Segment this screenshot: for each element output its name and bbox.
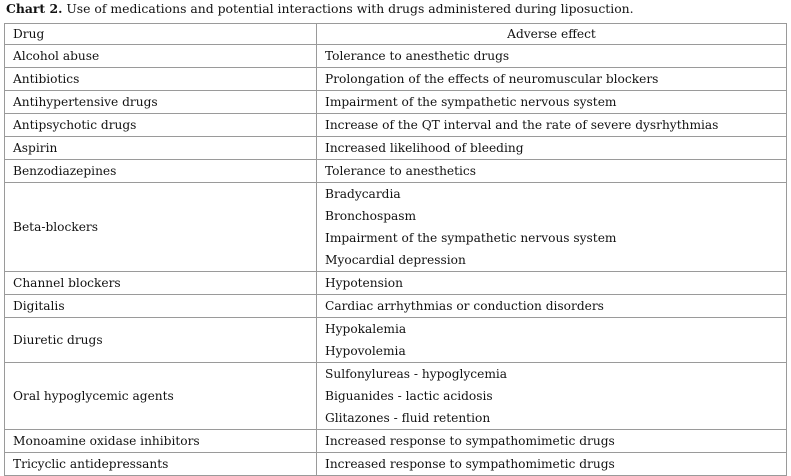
table-row [5, 137, 787, 160]
drug-cell: Diuretic drugs [5, 318, 317, 363]
table-caption [6, 1, 791, 17]
table-row [5, 295, 787, 318]
adverse-effect-cell [317, 183, 787, 272]
drug-cell: Antipsychotic drugs [5, 114, 317, 137]
table-row [5, 183, 787, 272]
header-drug: Drug [5, 24, 317, 45]
adverse-effect-item: Hypokalemia [325, 322, 407, 336]
header-adverse-effect: Adverse effect [317, 24, 787, 45]
table-row [5, 68, 787, 91]
adverse-effect-item: Prolongation of the effects of neuromuscular blockers [325, 72, 659, 86]
table-row [5, 160, 787, 183]
adverse-effect-cell [317, 272, 787, 295]
table-body [5, 45, 787, 476]
header-row [5, 24, 787, 45]
adverse-effect-cell [317, 295, 787, 318]
adverse-effect-item: Myocardial depression [325, 253, 466, 267]
adverse-effect-item: Increased response to sympathomimetic drugs [325, 434, 615, 448]
adverse-effect-item: Impairment of the sympathetic nervous system [325, 95, 617, 109]
drug-cell: Antihypertensive drugs [5, 91, 317, 114]
drug-cell: Aspirin [5, 137, 317, 160]
caption-text: Use of medications and potential interactions with drugs administered during liposuction. [62, 1, 634, 16]
adverse-effect-item: Increased response to sympathomimetic drugs [325, 457, 615, 471]
caption-label: Chart 2. [6, 1, 63, 16]
adverse-effect-item: Bradycardia [325, 187, 401, 201]
adverse-effect-item: Glitazones - fluid retention [325, 411, 491, 425]
table-row [5, 430, 787, 453]
adverse-effect-cell [317, 68, 787, 91]
table-row [5, 363, 787, 430]
adverse-effect-item: Cardiac arrhythmias or conduction disorders [325, 299, 604, 313]
drug-cell: Beta-blockers [5, 183, 317, 272]
table-row [5, 272, 787, 295]
adverse-effect-item: Increased likelihood of bleeding [325, 141, 524, 155]
adverse-effect-cell [317, 430, 787, 453]
drug-cell: Oral hypoglycemic agents [5, 363, 317, 430]
adverse-effect-item: Bronchospasm [325, 209, 417, 223]
table-row [5, 114, 787, 137]
adverse-effect-item: Biguanides - lactic acidosis [325, 389, 493, 403]
adverse-effect-item: Sulfonylureas - hypoglycemia [325, 367, 508, 381]
adverse-effect-cell [317, 45, 787, 68]
drug-cell: Tricyclic antidepressants [5, 453, 317, 476]
table-row [5, 45, 787, 68]
drug-cell: Alcohol abuse [5, 45, 317, 68]
adverse-effect-cell [317, 160, 787, 183]
adverse-effect-cell [317, 91, 787, 114]
drug-cell: Monoamine oxidase inhibitors [5, 430, 317, 453]
table-row [5, 91, 787, 114]
adverse-effect-item: Hypovolemia [325, 344, 406, 358]
adverse-effect-item: Increase of the QT interval and the rate of severe dysrhythmias [325, 118, 719, 132]
adverse-effect-cell [317, 318, 787, 363]
drug-cell: Antibiotics [5, 68, 317, 91]
drug-cell: Benzodiazepines [5, 160, 317, 183]
drug-cell: Channel blockers [5, 272, 317, 295]
adverse-effect-item: Tolerance to anesthetics [325, 164, 477, 178]
adverse-effect-cell [317, 137, 787, 160]
medications-table [4, 23, 787, 476]
adverse-effect-item: Impairment of the sympathetic nervous system [325, 231, 617, 245]
drug-cell: Digitalis [5, 295, 317, 318]
adverse-effect-item: Hypotension [325, 276, 403, 290]
adverse-effect-item: Tolerance to anesthetic drugs [325, 49, 510, 63]
table-row [5, 453, 787, 476]
table-row [5, 318, 787, 363]
adverse-effect-cell [317, 114, 787, 137]
adverse-effect-cell [317, 363, 787, 430]
adverse-effect-cell [317, 453, 787, 476]
